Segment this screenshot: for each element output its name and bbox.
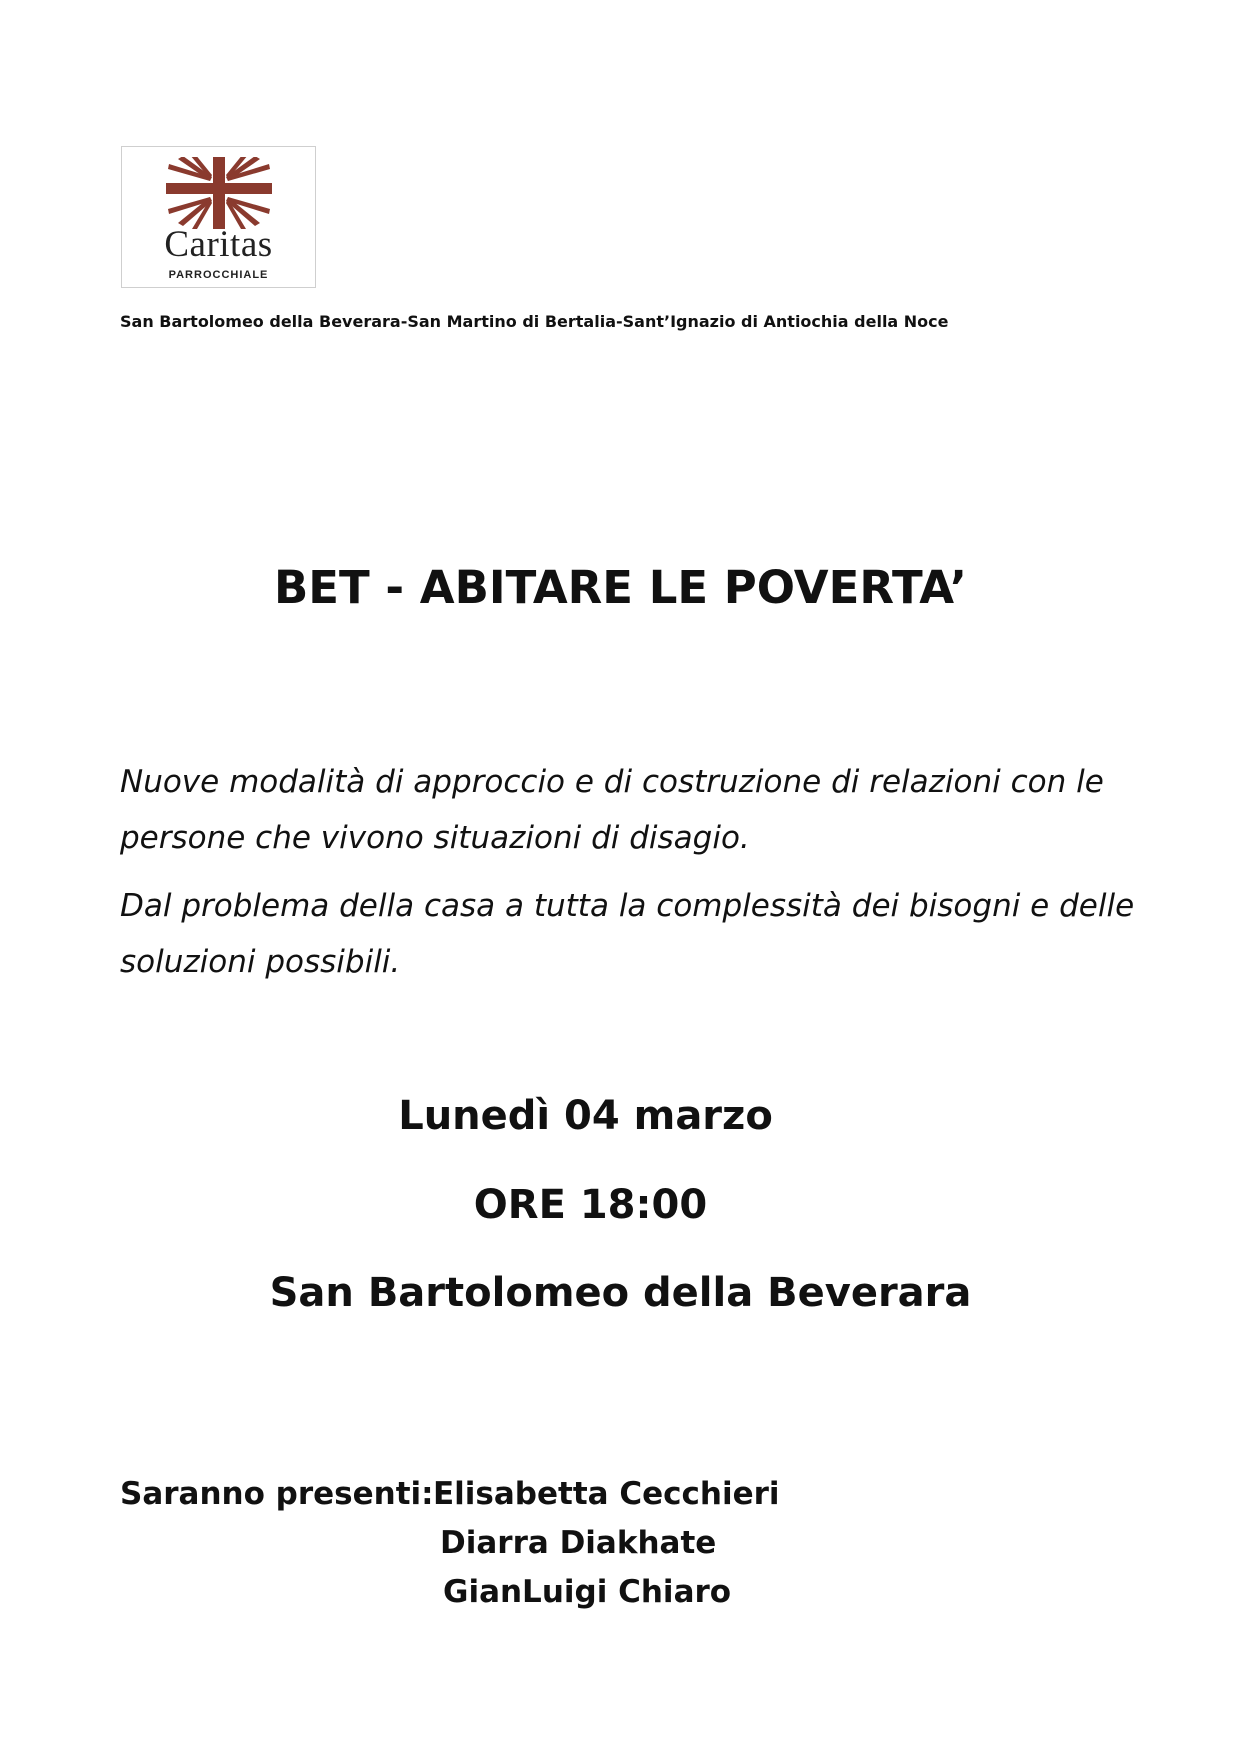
event-date: Lunedì 04 marzo — [398, 1093, 773, 1139]
event-place: San Bartolomeo della Beverara — [269, 1270, 972, 1316]
caritas-logo — [121, 146, 316, 288]
event-time: ORE 18:00 — [473, 1182, 708, 1228]
logo-subtitle: PARROCCHIALE — [168, 269, 269, 281]
presenters-label: Saranno presenti: — [120, 1476, 434, 1512]
caritas-cross-icon — [166, 157, 272, 229]
presenter-name: GianLuigi Chiaro — [443, 1574, 732, 1610]
parishes-header: San Bartolomeo della Beverara-San Martino di Bertalia-Sant’Ignazio di Antiochia della Noce — [120, 312, 949, 331]
presenter-name: Elisabetta Cecchieri — [433, 1476, 780, 1512]
description-paragraph-1: Nuove modalità di approccio e di costruzione di relazioni con le persone che vivono situazioni di disagio. — [120, 764, 1104, 856]
presenter-name: Diarra Diakhate — [440, 1525, 717, 1561]
document-title: BET - ABITARE LE POVERTA’ — [274, 561, 967, 614]
description-paragraph-2: Dal problema della casa a tutta la complessità dei bisogni e delle soluzioni possibili. — [120, 888, 1135, 980]
logo-wordmark: Caritas — [164, 224, 273, 265]
